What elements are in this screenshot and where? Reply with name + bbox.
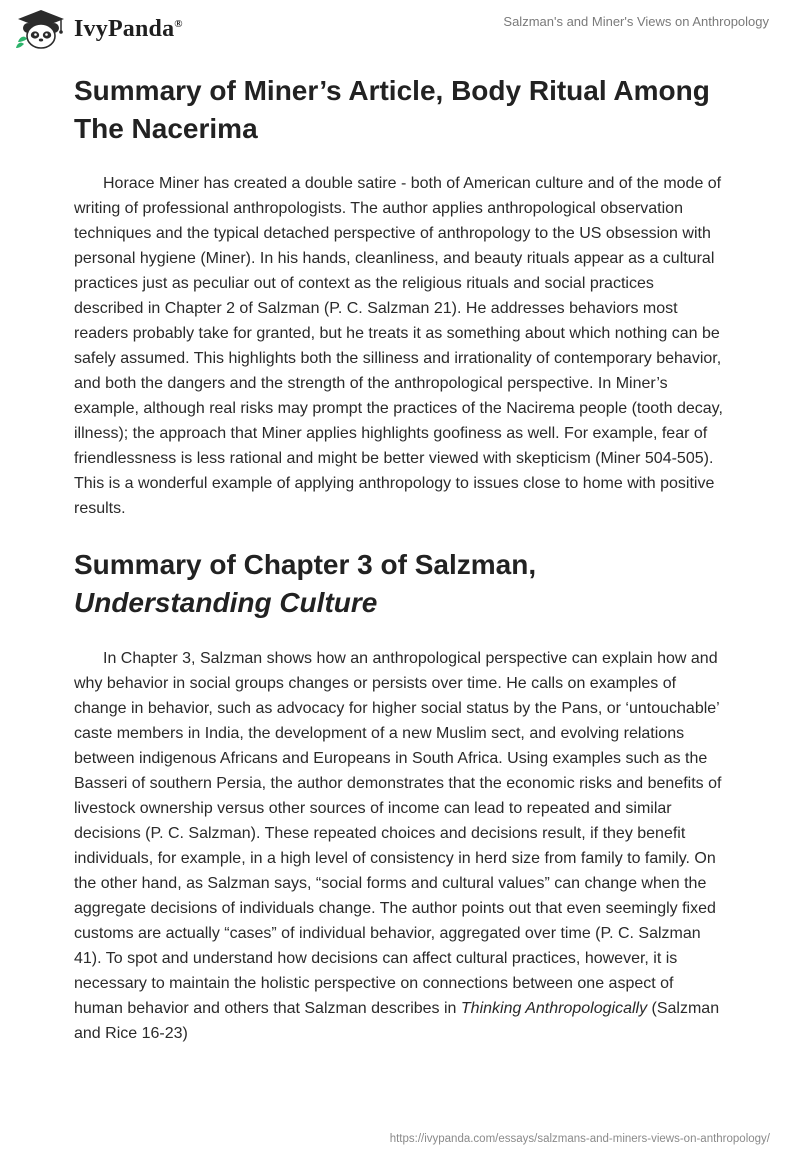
section-heading-salzman-plain: Summary of Chapter 3 of Salzman, <box>74 549 537 580</box>
paragraph-salzman-summary <box>74 646 724 1046</box>
section-heading-salzman-italic: Understanding Culture <box>74 587 378 618</box>
footer-source-url[interactable]: https://ivypanda.com/essays/salzmans-and-miners-views-on-anthropology/ <box>389 1133 770 1145</box>
section-heading-miner: Summary of Miner’s Article, Body Ritual Among The Nacerima <box>74 75 710 144</box>
paragraph-salzman-main: In Chapter 3, Salzman shows how an anthropological perspective can explain how and why behavior in social groups changes or persists over time. He calls on examples of change in behavior, such as advocacy for higher social status by the Pans, or ‘untouchable’ caste members in India, the development of a new Muslim sect, and evolving relations between indigenous Africans and Europeans in South Africa. Using examples such as the Basseri of southern Persia, the author demonstrates that the economic risks and benefits of livestock ownership versus other sources of income can lead to repeated and similar decisions (P. C. Salzman). These repeated choices and decisions result, if they benefit individuals, for example, in a high level of consistency in herd size from family to family. On the other hand, as Salzman says, “social forms and cultural values” can change when the aggregate decisions of individuals change. The author points out that even seemingly fixed customs are actually “cases” of individual behavior, aggregated over time (P. C. Salzman 41). To spot and understand how decisions can affect cultural practices, however, it is necessary to maintain the holistic perspective on connections between one aspect of human behavior and others that Salzman describes in <box>74 650 722 1017</box>
section-heading-salzman <box>74 546 724 622</box>
paragraph-miner-summary: Horace Miner has created a double satire - both of American culture and of the mode of writing of professional anthropologists. The author applies anthropological observation techniques and the typical detached perspective of anthropology to the US obsession with personal hygiene (Miner). In his hands, cleanliness, and beauty rituals appear as a cultural practices just as peculiar out of context as the religious rituals and social practices described in Chapter 2 of Salzman (P. C. Salzman 21). He addresses behaviors most readers probably take for granted, but he treats it as something about which nothing can be safely assumed. This highlights both the silliness and irrationality of contemporary behavior, and both the dangers and the strength of the anthropological perspective. In Miner’s example, although real risks may prompt the practices of the Nacirema people (tooth decay, illness); the approach that Miner applies highlights goofiness as well. For example, fear of friendlessness is less rational and might be better viewed with skepticism (Miner 504-505). This is a wonderful example of applying anthropology to issues close to home with positive results. <box>74 175 723 517</box>
brand-logo[interactable] <box>14 8 183 50</box>
paragraph-salzman-citation: (Salzman and Rice 16-23) <box>74 1000 720 1042</box>
panda-graduation-cap-icon <box>14 8 68 50</box>
brand-name: IvyPanda® <box>74 15 183 42</box>
book-title-italic: Thinking Anthropologically <box>460 1000 648 1017</box>
article-content <box>74 72 724 1046</box>
document-header-title: Salzman's and Miner's Views on Anthropology <box>503 14 769 29</box>
